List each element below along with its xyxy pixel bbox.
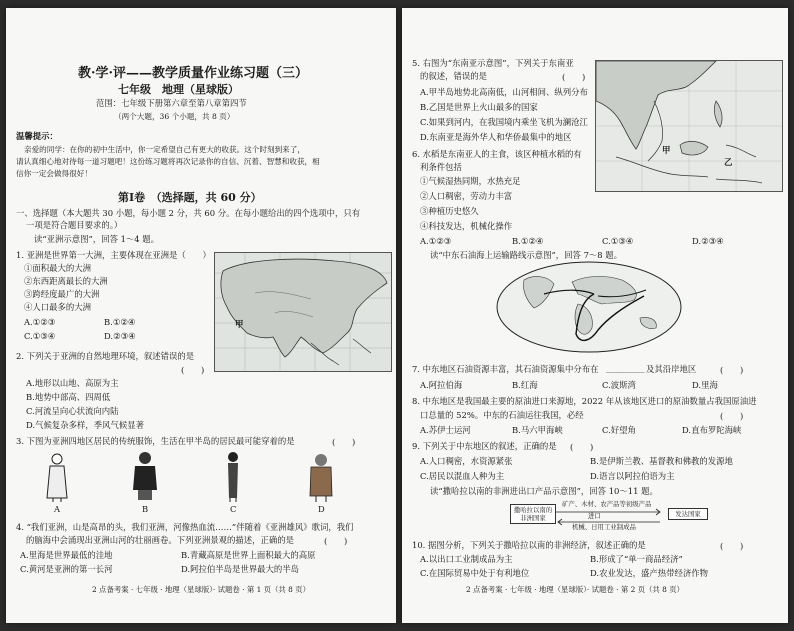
q9-answer-blank: ( ) <box>570 442 594 452</box>
q3-answer-blank: ( ) <box>332 437 356 447</box>
exam-range-note: （两个大题，36 个小题，共 8 页） <box>114 112 235 121</box>
q5-opt-a: A.甲半岛地势北高南低，山河相间、纵列分布 <box>420 87 588 97</box>
q5-opt-d: D.东南亚是海外华人和华侨最集中的地区 <box>420 132 572 142</box>
q7-stem-tail: 及其沿岸地区 <box>646 364 697 374</box>
q1-choice-c: C.①③④ <box>24 331 56 341</box>
section-title: 第Ⅰ卷 （选择题，共 60 分） <box>118 191 262 204</box>
map-label-jia: 甲 <box>235 319 244 329</box>
q4-answer-blank: ( ) <box>324 536 348 546</box>
costume-label-b: B <box>142 504 149 514</box>
q7-opt-d: D.里海 <box>692 380 718 390</box>
q6-opt-3: ③种植历史悠久 <box>420 206 479 216</box>
q4-opt-a: A.里海是世界最低的洼地 <box>20 550 113 560</box>
q6-opt-2: ②人口稠密，劳动力丰富 <box>420 191 513 201</box>
q8-opt-c: C.好望角 <box>602 425 636 435</box>
right-page <box>402 8 788 623</box>
tips-label: 温馨提示： <box>16 131 58 141</box>
flow-mid-label: 进口 <box>588 512 601 520</box>
q1-choice-b: B.①②④ <box>104 317 136 327</box>
q1-choice-a: A.①②③ <box>24 317 56 327</box>
costume-label-a: A <box>54 504 61 514</box>
q4-opt-b: B.青藏高原是世界上面积最大的高原 <box>181 550 316 560</box>
q2-opt-d: D.气候复杂多样，季风气候显著 <box>26 420 144 430</box>
q9-opt-a: A.人口稠密，水资源紧张 <box>420 456 513 466</box>
q8-opt-a: A.苏伊士运河 <box>420 425 471 435</box>
costume-label-c: C <box>230 504 237 514</box>
tips-line-1: 亲爱的同学：在你的初中生活中，你一定希望自己有更大的收获。这个时刻到来了， <box>24 145 305 154</box>
q2-opt-c: C.河流呈向心状流向内陆 <box>26 406 119 416</box>
q1-choice-d: D.②③④ <box>104 331 136 341</box>
q6-choice-c: C.①③④ <box>602 236 634 246</box>
q9-opt-c: C.居民以混血人种为主 <box>420 471 505 481</box>
q6-line-1: 6. 水稻是东南亚人的主食，该区种植水稻的有 <box>412 149 582 159</box>
q10-opt-d: D.农业发达，盛产热带经济作物 <box>590 568 708 578</box>
costume-figure-a <box>42 452 72 502</box>
q2-opt-b: B.地势中部高、四周低 <box>26 392 111 402</box>
q8-line-2: 口总量的 52%。中东的石油运往我国，必经 <box>420 410 584 420</box>
q6-choice-a: A.①②③ <box>420 236 452 246</box>
q10-opt-b: B.形成了“单一商品经济” <box>590 554 683 564</box>
read-map3-instruction: 读“撒哈拉以南的非洲进出口产品示意图”，回答 10～11 题。 <box>430 486 658 496</box>
map-label-yi: 乙 <box>724 157 733 167</box>
q8-opt-b: B.马六甲海峡 <box>512 425 563 435</box>
page-footer: 2 点备考案 · 七年级 · 地理（星球版）· 试题卷 · 第 1 页（共 8 页） <box>92 585 310 594</box>
q1-opt-3: ③跨经度最广的大洲 <box>24 289 100 299</box>
q10-opt-a: A.以出口工业制成品为主 <box>420 554 513 564</box>
read-map2-instruction: 读“中东石油海上运输路线示意图”，回答 7～8 题。 <box>430 250 623 260</box>
q9-stem: 9. 下列关于中东地区的叙述，正确的是 <box>412 441 557 451</box>
oil-route-map <box>494 260 684 354</box>
flow-arrows <box>554 506 664 528</box>
flow-box-developed: 发达国家 <box>668 508 708 520</box>
q4-line-1: 4. “我们亚洲，山是高昂的头，我们亚洲，河像热血流……”伴随着《亚洲雄风》歌词，我们 <box>16 522 354 532</box>
q4-opt-c: C.黄河是亚洲的第一长河 <box>20 564 113 574</box>
q2-answer-blank: ( ) <box>181 365 205 375</box>
q7-fill-blank: ________ <box>606 364 645 373</box>
costume-label-d: D <box>318 504 325 514</box>
asia-map <box>214 252 392 372</box>
q8-opt-d: D.直布罗陀海峡 <box>682 425 742 435</box>
tips-line-3: 信你一定会做得很好！ <box>16 169 92 178</box>
q7-opt-b: B.红海 <box>512 380 538 390</box>
q1-opt-1: ①面积最大的大洲 <box>24 263 91 273</box>
q3-stem: 3. 下图为亚洲四地区居民的传统服饰，生活在甲半岛的居民最可能穿着的是 <box>16 436 295 446</box>
part1-line-1: 一、选择题（本大题共 30 小题，每小题 2 分，共 60 分。在每小题给出的四个选项中，只有 <box>16 208 361 218</box>
page-title: 教·学·评——教学质量作业练习题（三） <box>78 66 309 81</box>
q5-opt-c: C.如果到河内，在我国境内乘坐飞机为澜沧江 <box>420 117 588 127</box>
flow-box-africa: 撒哈拉以南的非洲国家 <box>510 504 556 524</box>
page-subtitle: 七年级 地理（星球版） <box>118 83 239 96</box>
q2-stem: 2. 下列关于亚洲的自然地理环境，叙述错误的是 <box>16 351 195 361</box>
q4-opt-d: D.阿拉伯半岛是世界最大的半岛 <box>181 564 299 574</box>
part1-line-2: 一项是符合题目要求的。） <box>26 220 123 230</box>
q6-choice-b: B.①②④ <box>512 236 544 246</box>
q6-opt-4: ④科技发达，机械化操作 <box>420 221 513 231</box>
q10-stem: 10. 据图分析，下列关于撒哈拉以南的非洲经济，叙述正确的是 <box>412 540 646 550</box>
q7-stem: 7. 中东地区石油资源丰富，其石油资源集中分布在 <box>412 364 599 374</box>
q1-opt-2: ②东西距离最长的大洲 <box>24 276 108 286</box>
q5-opt-b: B.乙国是世界上火山最多的国家 <box>420 102 538 112</box>
flow-export-label: 矿产、木材、农产品等初级产品 <box>562 500 652 508</box>
q1-opt-4: ④人口最多的大洲 <box>24 302 91 312</box>
q9-opt-b: B.是伊斯兰教、基督教和佛教的发源地 <box>590 456 733 466</box>
southeast-asia-map-graphic <box>596 61 782 191</box>
q7-opt-a: A.阿拉伯海 <box>420 380 463 390</box>
q8-answer-blank: ( ) <box>720 411 744 421</box>
read-map-instruction: 读“亚洲示意图”，回答 1～4 题。 <box>34 234 160 244</box>
q6-line-2: 利条件包括 <box>420 162 462 172</box>
q2-opt-a: A.地形以山地、高原为主 <box>26 378 119 388</box>
flow-import-label: 机械、日用工业制成品 <box>572 523 636 531</box>
q6-opt-1: ①气候湿热同期，水热充足 <box>420 176 521 186</box>
q5-answer-blank: ( ) <box>562 72 586 82</box>
q5-line-2: 的叙述，错误的是 <box>420 71 487 81</box>
q5-line-1: 5. 右图为“东南亚示意图”，下列关于东南亚 <box>412 58 574 68</box>
oil-route-map-graphic <box>494 260 684 354</box>
q9-opt-d: D.语言以阿拉伯语为主 <box>590 471 675 481</box>
page-footer: 2 点备考案 · 七年级 · 地理（星球版）· 试题卷 · 第 2 页（共 8 页） <box>466 585 684 594</box>
map-label-jia: 甲 <box>662 145 671 155</box>
q4-line-2: 的脑海中会涌现出亚洲山河的壮丽画卷。下列亚洲景观的描述，正确的是 <box>26 535 294 545</box>
costume-figure-c <box>218 450 248 502</box>
southeast-asia-map <box>595 60 783 192</box>
exam-range: 范围：七年级下册第六章至第八章第四节 <box>96 98 247 108</box>
asia-map-graphic <box>215 253 391 371</box>
q10-answer-blank: ( ) <box>720 541 744 551</box>
q10-opt-c: C.在国际贸易中处于有利地位 <box>420 568 530 578</box>
q1-stem: 1. 亚洲是世界第一大洲，主要体现在亚洲是（ ） <box>16 250 211 260</box>
q6-choice-d: D.②③④ <box>692 236 724 246</box>
q7-opt-c: C.波斯湾 <box>602 380 636 390</box>
left-page <box>6 8 396 623</box>
q8-line-1: 8. 中东地区是我国最主要的原油进口来源地，2022 年从该地区进口的原油数量占我国原油进 <box>412 396 757 406</box>
q7-answer-blank: ( ) <box>720 365 744 375</box>
tips-line-2: 请认真细心地对待每一道习题吧！这份练习题将再次记录你的自信、沉着、智慧和收获，相 <box>16 157 320 166</box>
costume-figure-b <box>130 450 160 502</box>
costume-figure-d <box>306 452 336 502</box>
